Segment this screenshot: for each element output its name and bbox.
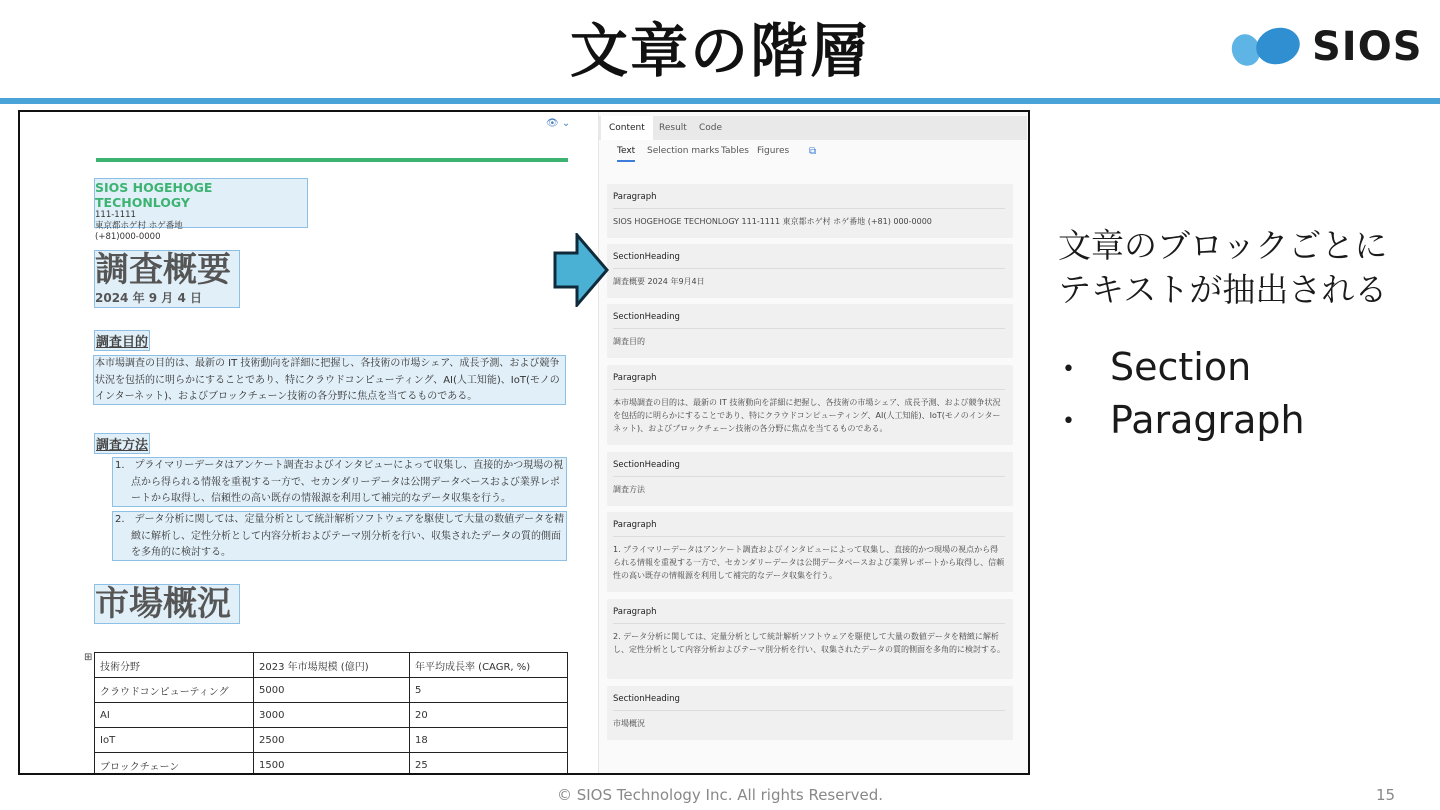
result-card[interactable] [607, 686, 1013, 740]
result-card[interactable] [607, 184, 1013, 238]
company-address: 東京都ホゲ村 ホゲ番地 [95, 221, 183, 231]
table-cell: 20 [410, 703, 568, 728]
table-cell: ブロックチェーン [95, 753, 254, 774]
table-header-cell: 年平均成長率 (CAGR, %) [410, 653, 568, 678]
card-type: SectionHeading [613, 694, 1005, 711]
panel-tabs [599, 116, 1027, 140]
table-cell: AI [95, 703, 254, 728]
table-cell: 1500 [254, 753, 410, 774]
paragraph-purpose[interactable]: 本市場調査の目的は、最新の IT 技術動向を詳細に把握し、各技術の市場シェア、成長予測、および競争状況を包括的に明らかにすることであり、特にクラウドコンピューティング、AI(人工知能)、IoT(モノのインターネット)、およびブロックチェーン技術の各分野に焦点を当てるものである。 [93, 355, 566, 405]
tab-result[interactable]: Result [659, 123, 687, 133]
card-type: SectionHeading [613, 312, 1005, 329]
card-text: SIOS HOGEHOGE TECHONLOGY 111-1111 東京都ホゲ村 ホゲ番地 (+81) 000-0000 [613, 217, 932, 226]
company-name: SIOS HOGEHOGE TECHONLOGY [95, 180, 213, 210]
doc-green-rule [96, 158, 568, 162]
company-block[interactable] [94, 178, 308, 242]
table-cell: 25 [410, 753, 568, 774]
result-card[interactable] [607, 365, 1013, 445]
market-table[interactable] [94, 652, 568, 773]
table-cell: 3000 [254, 703, 410, 728]
view-options-icon[interactable]: 👁 ⌄ [546, 118, 571, 129]
card-type: SectionHeading [613, 252, 1005, 269]
table-cell: 18 [410, 728, 568, 753]
subtab-figures[interactable]: Figures [757, 146, 790, 156]
caption [1058, 224, 1387, 312]
company-zip: 111-1111 [95, 210, 136, 220]
document-intelligence-screenshot [18, 110, 1030, 775]
logo-text: SIOS [1312, 24, 1423, 70]
card-text: 調査目的 [613, 337, 645, 346]
footer-copyright: © SIOS Technology Inc. All rights Reserved. [556, 786, 884, 804]
card-type: Paragraph [613, 520, 1005, 537]
table-cell: 5000 [254, 678, 410, 703]
subtab-selection-marks[interactable]: Selection marks [647, 146, 720, 156]
card-type: Paragraph [613, 192, 1005, 209]
bullet-item [1062, 395, 1305, 448]
sios-logo [1228, 24, 1423, 72]
bullet-label: Section [1110, 345, 1252, 389]
arrow-right-icon [553, 233, 609, 307]
table-cell: クラウドコンピューティング [95, 678, 254, 703]
section-heading-market[interactable] [94, 584, 240, 624]
caption-line: テキストが抽出される [1058, 270, 1388, 309]
table-header-cell: 2023 年市場規模 (億円) [254, 653, 410, 678]
list-item-2[interactable]: 2. データ分析に関しては、定量分析として統計解析ソフトウェアを駆使して大量の数値データを精緻に解析し、定性分析として内容分析およびテーマ別分析を行い、収集されたデータの質的側面を多角的に検討する。 [112, 511, 567, 561]
card-type: Paragraph [613, 607, 1005, 624]
card-text: 本市場調査の目的は、最新の IT 技術動向を詳細に把握し、各技術の市場シェア、成長予測、および競争状況を包括的に明らかにすることであり、特にクラウドコンピューティング、AI(人工知能)、IoT(モノのインターネット)、およびブロックチェーン技術の各分野に焦点を当てるものである。 [613, 398, 1001, 433]
company-phone: (+81)000-0000 [95, 232, 161, 242]
card-text: 1. プライマリーデータはアンケート調査およびインタビューによって収集し、直接的かつ現場の視点から得られる情報を重視する一方で、セカンダリーデータは公開データベースおよび業界レポートから取得し、信頼性の高い既存の情報源を利用して補完的なデータ収集を行う。 [613, 545, 1005, 580]
market-heading: 市場概況 [95, 584, 231, 624]
card-type: Paragraph [613, 373, 1005, 390]
table-cell: 5 [410, 678, 568, 703]
bullet-list [1062, 342, 1305, 447]
caption-line: 文章のブロックごとに [1058, 226, 1388, 265]
table-row [95, 728, 568, 753]
doc-title-block[interactable] [94, 250, 240, 308]
document-preview [20, 112, 598, 773]
table-header-cell: 技術分野 [95, 653, 254, 678]
sios-logo-icon [1228, 26, 1308, 72]
tab-content[interactable]: Content [601, 116, 653, 140]
bullet-item [1062, 342, 1305, 395]
table-row [95, 753, 568, 774]
table-icon[interactable]: ⊞ [84, 652, 93, 663]
copy-icon[interactable]: ⧉ [809, 146, 817, 157]
table-cell: IoT [95, 728, 254, 753]
table-header-row [95, 653, 568, 678]
slide-title: 文章の階層 [569, 17, 870, 85]
result-card[interactable] [607, 304, 1013, 358]
bullet-label: Paragraph [1110, 397, 1305, 442]
table-row [95, 678, 568, 703]
doc-title: 調査概要 [95, 250, 231, 290]
subtab-tables[interactable]: Tables [721, 146, 749, 156]
section-heading-method[interactable]: 調査方法 [94, 433, 150, 454]
doc-date: 2024 年 9 月 4 日 [95, 291, 202, 305]
card-text: 市場概況 [613, 719, 645, 728]
table-row [95, 703, 568, 728]
section-heading-purpose[interactable]: 調査目的 [94, 330, 150, 351]
bullet-dot-icon: • [1062, 356, 1075, 382]
result-card[interactable] [607, 599, 1013, 679]
table-cell: 2500 [254, 728, 410, 753]
result-card[interactable] [607, 244, 1013, 298]
card-text: 調査概要 2024 年9月4日 [613, 277, 705, 286]
subtab-text[interactable]: Text [617, 146, 635, 162]
result-card[interactable] [607, 452, 1013, 506]
result-card[interactable] [607, 512, 1013, 592]
header-divider [0, 98, 1440, 104]
page-number: 15 [1376, 786, 1396, 804]
card-text: 2. データ分析に関しては、定量分析として統計解析ソフトウェアを駆使して大量の数値データを精緻に解析し、定性分析として内容分析およびテーマ別分析を行い、収集されたデータの質的側面を多角的に検討する。 [613, 632, 1005, 654]
result-panel [598, 112, 1028, 773]
bullet-dot-icon: • [1062, 409, 1075, 434]
card-type: SectionHeading [613, 460, 1005, 477]
card-text: 調査方法 [613, 485, 645, 494]
tab-code[interactable]: Code [699, 123, 723, 133]
list-item-1[interactable]: 1. プライマリーデータはアンケート調査およびインタビューによって収集し、直接的かつ現場の視点から得られる情報を重視する一方で、セカンダリーデータは公開データベースおよび業界レポートから取得し、信頼性の高い既存の情報源を利用して補完的なデータ収集を行う。 [112, 457, 567, 507]
